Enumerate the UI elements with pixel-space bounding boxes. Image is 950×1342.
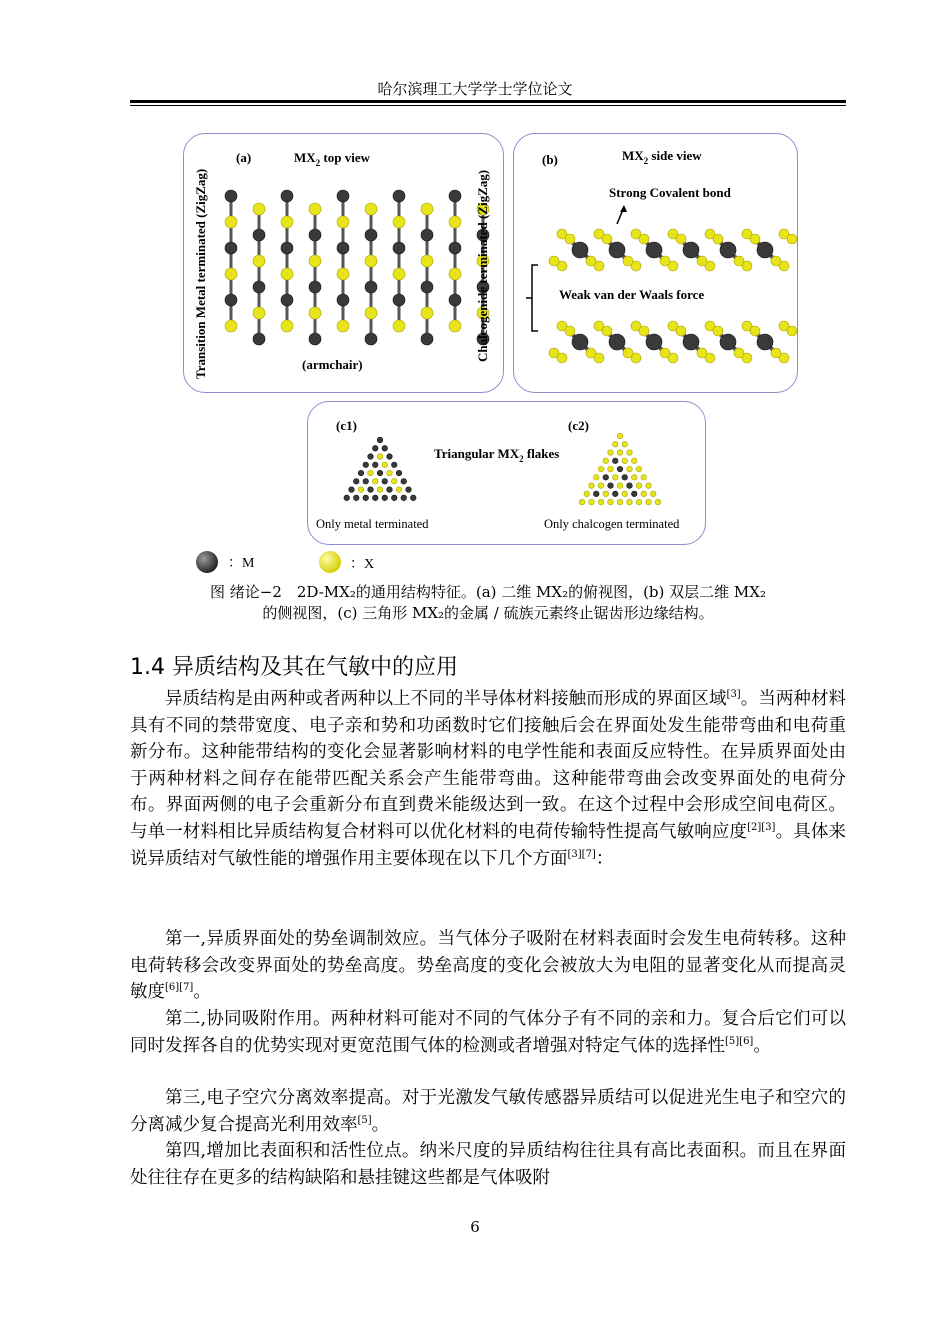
svg-text:Triangular MX2 flakes: Triangular $MX_2$ flakes: [434, 446, 560, 464]
chalcogen-atom: [631, 458, 637, 464]
chalcogen-atom: [598, 466, 604, 472]
metal-atom: [627, 483, 633, 489]
metal-atom: [382, 495, 388, 501]
metal-atom: [365, 281, 377, 293]
chalcogen-atom: [449, 268, 461, 280]
panel-a-right-label: Chalcogenide terminated (ZigZag): [475, 169, 490, 362]
c1-caption: Only metal terminated: [316, 517, 429, 531]
chalcogen-atom: [393, 216, 405, 228]
chalcogen-atom: [650, 491, 656, 497]
chalcogen-atom: [421, 307, 433, 319]
chalcogen-atom: [660, 256, 670, 266]
chalcogen-atom: [622, 441, 628, 447]
chalcogen-atom: [617, 450, 623, 456]
chalcogen-atom: [309, 255, 321, 267]
figure-caption: [130, 582, 846, 624]
paragraph-5: 第四,增加比表面积和活性位点。纳米尺度的异质结构往往具有高比表面积。而且在界面处往往存在更多的结构缺陷和悬挂键这些都是气体吸附: [130, 1141, 846, 1188]
metal-atom: [683, 334, 699, 350]
metal-atom: [377, 437, 383, 443]
chalcogen-atom: [589, 499, 595, 505]
metal-atom: [368, 454, 374, 460]
chalcogen-atom: [617, 499, 623, 505]
panel-a-label: (a): [236, 150, 252, 165]
metal-atom: [253, 281, 265, 293]
panel-a-left-label: Transition Metal terminated (ZigZag): [193, 168, 208, 379]
panel-b-title: MX: [622, 148, 644, 163]
chalcogen-atom: [608, 499, 614, 505]
chalcogen-atom: [608, 466, 614, 472]
covalent-bond-label: Strong Covalent bond: [609, 185, 731, 200]
chalcogen-atom: [713, 234, 723, 244]
chalcogen-atom: [579, 499, 585, 505]
section-heading: 1.4 异质结构及其在气敏中的应用: [130, 655, 458, 680]
chalcogen-atom: [603, 458, 609, 464]
metal-atom: [617, 466, 623, 472]
chalcogen-atom: [586, 256, 596, 266]
chalcogen-atom: [750, 326, 760, 336]
chalcogen-atom: [676, 234, 686, 244]
vdw-force-label: Weak van der Waals force: [559, 287, 705, 302]
metal-atom: [593, 491, 599, 497]
figure-panel-b: [513, 133, 798, 393]
metal-atom: [449, 242, 461, 254]
metal-atom: [449, 294, 461, 306]
chalcogen-atom: [549, 348, 559, 358]
chalcogen-atom: [627, 466, 633, 472]
figure-panel-a: [183, 133, 504, 393]
metal-atom: [393, 190, 405, 202]
chalcogen-atom: [697, 348, 707, 358]
metal-atom: [396, 470, 402, 476]
metal-atom: [281, 294, 293, 306]
chalcogen-atom: [676, 326, 686, 336]
citation: [6][7]: [165, 982, 194, 994]
metal-atom: [225, 190, 237, 202]
chalcogen-atom: [586, 348, 596, 358]
vdw-bracket: [532, 265, 538, 331]
metal-atom: [609, 334, 625, 350]
panel-b-label: (b): [542, 152, 558, 167]
chalcogen-atom: [617, 433, 623, 439]
chalcogen-atom: [393, 320, 405, 332]
citation: [5]: [357, 1114, 372, 1126]
paragraph-4: 第三,电子空穴分离效率提高。对于光激发气敏传感器异质结可以促进光生电子和空穴的分离减少复合提高光利用效率[5]。: [130, 1088, 846, 1135]
metal-atom: [358, 470, 364, 476]
metal-atom: [631, 491, 637, 497]
metal-atom: [757, 242, 773, 258]
chalcogen-atom: [584, 491, 590, 497]
chalcogen-atom: [377, 454, 383, 460]
legend-chalcogen-label: ：X: [350, 557, 375, 572]
chalcogen-atom: [734, 348, 744, 358]
mx2-top-view-diagram: [184, 134, 503, 392]
chalcogen-atom: [641, 491, 647, 497]
chalcogen-atom: [421, 203, 433, 215]
chalcogen-atom: [565, 234, 575, 244]
chalcogen-atom: [309, 203, 321, 215]
panel-c-title: Triangular MX: [434, 446, 520, 461]
paragraph-1: 异质结构是由两种或者两种以上不同的半导体材料接触而形成的界面区域[3]。当两种材料具有不同的禁带宽度、电子亲和势和功函数时它们接触后会在界面处发生能带弯曲和电荷重新分布。这种能带结构的变化会显著影响材料的电学性能和表面反应特性。在异质界面处由于两种材料之间存在能带匹配关系会产生能带弯曲。这种能带弯曲会改变界面处的电荷分布。界面两侧的电子会重新分布直到费米能级达到一致。在这个过程中会形成空间电荷区。与单一材料相比异质结构复合材料可以优化材料的电荷传输特性提高气敏响应度[2][3]。具体来说异质结对气敏性能的增强作用主要体现在以下几个方面[3][7]：: [130, 689, 847, 869]
chalcogen-atom: [771, 348, 781, 358]
chalcogen-atom: [639, 234, 649, 244]
covalent-arrowhead: [620, 205, 627, 212]
chalcogen-atom: [608, 450, 614, 456]
metal-atom: [253, 333, 265, 345]
metal-atom: [382, 445, 388, 451]
chalcogen-atom: [636, 483, 642, 489]
chalcogen-atom: [365, 255, 377, 267]
chalcogen-atom: [549, 256, 559, 266]
metal-atom: [253, 229, 265, 241]
chalcogen-atom: [697, 256, 707, 266]
metal-atom: [309, 333, 321, 345]
metal-atom: [421, 229, 433, 241]
chalcogen-atom: [337, 320, 349, 332]
metal-atom: [720, 242, 736, 258]
metal-atom: [382, 479, 388, 485]
chalcogen-atom: [771, 256, 781, 266]
caption-line-1: 图 绪论−2 2D-MX₂的通用结构特征。(a) 二维 MX₂的俯视图，(b) 双层二维 MX₂: [210, 583, 766, 601]
metal-atom: [337, 242, 349, 254]
chalcogen-atom: [622, 491, 628, 497]
metal-atom: [393, 294, 405, 306]
chalcogen-atom: [636, 499, 642, 505]
metal-atom: [393, 242, 405, 254]
chalcogen-atom: [602, 234, 612, 244]
header-rule-thin: [130, 105, 846, 106]
metal-atom: [757, 334, 773, 350]
chalcogen-atom: [565, 326, 575, 336]
metal-atom: [406, 487, 412, 493]
chalcogen-atom: [387, 470, 393, 476]
metal-atom: [225, 294, 237, 306]
metal-atom: [377, 470, 383, 476]
figure-panel-c: [307, 401, 706, 545]
panel-c1-label: (c1): [336, 418, 357, 433]
chalcogen-atom: [421, 255, 433, 267]
metal-atom: [572, 334, 588, 350]
chalcogen-atom: [612, 475, 618, 481]
chalcogen-atom: [598, 499, 604, 505]
chalcogen-atom: [750, 234, 760, 244]
citation: [2][3]: [747, 822, 776, 834]
chalcogen-atom: [622, 458, 628, 464]
paragraph-2: 第一,异质界面处的势垒调制效应。当气体分子吸附在材料表面时会发生电荷转移。这种电荷转移会改变界面处的势垒高度。势垒高度的变化会被放大为电阻的显著变化从而提高灵敏度[6][7]。: [130, 929, 846, 1003]
chalcogen-atom: [449, 216, 461, 228]
metal-atom: [612, 491, 618, 497]
panel-a-title: MX: [294, 150, 316, 165]
metal-atom: [372, 445, 378, 451]
legend-metal-label: ：M: [228, 556, 255, 571]
metal-atom: [363, 479, 369, 485]
metal-atom: [372, 495, 378, 501]
chalcogen-atom: [281, 216, 293, 228]
metal-atom: [365, 229, 377, 241]
metal-atom: [387, 487, 393, 493]
metal-atom: [720, 334, 736, 350]
chalcogen-atom: [617, 483, 623, 489]
metal-atom: [344, 495, 350, 501]
caption-line-2: 的侧视图，(c) 三角形 MX₂的金属 / 硫族元素终止锯齿形边缘结构。: [262, 604, 714, 622]
metal-atom: [612, 458, 618, 464]
citation: [5][6]: [725, 1035, 754, 1047]
page-number: 6: [470, 1218, 480, 1236]
metal-atom: [608, 483, 614, 489]
chalcogen-atom: [660, 348, 670, 358]
header-rule: [130, 100, 846, 103]
metal-atom: [401, 495, 407, 501]
metal-atom: [309, 281, 321, 293]
chalcogen-atom: [612, 441, 618, 447]
metal-atom: [646, 334, 662, 350]
metal-atom: [337, 190, 349, 202]
chalcogen-atom: [627, 499, 633, 505]
chalcogen-atom: [449, 320, 461, 332]
metal-atom: [391, 495, 397, 501]
metal-atom: [410, 495, 416, 501]
metal-atom: [309, 229, 321, 241]
metal-atom: [281, 242, 293, 254]
metal-atom: [281, 190, 293, 202]
chalcogen-atom: [253, 255, 265, 267]
metal-atom: [572, 242, 588, 258]
chalcogen-atom: [631, 475, 637, 481]
chalcogen-atom: [655, 499, 661, 505]
chalcogen-atom: [787, 234, 797, 244]
chalcogen-atom: [646, 483, 652, 489]
citation: [3][7]: [567, 848, 596, 860]
figure-legend: [190, 546, 410, 578]
svg-text:MX2 top view: $MX_2$ top view: [294, 150, 371, 168]
metal-atom: [365, 333, 377, 345]
metal-atom: [372, 462, 378, 468]
chalcogen-atom: [627, 450, 633, 456]
citation: [3]: [726, 689, 741, 701]
chalcogen-atom: [636, 466, 642, 472]
metal-atom: [609, 242, 625, 258]
chalcogen-atom: [337, 216, 349, 228]
metal-atom: [622, 475, 628, 481]
metal-atom: [337, 294, 349, 306]
svg-text:MX2 side view: $MX_2$ side view: [622, 148, 702, 166]
panel-a-armchair-label: (armchair): [302, 357, 363, 372]
chalcogen-atom: [225, 268, 237, 280]
chalcogen-atom: [365, 203, 377, 215]
chalcogen-atom: [589, 483, 595, 489]
chalcogen-atom: [372, 479, 378, 485]
chalcogen-atom: [787, 326, 797, 336]
chalcogen-atom: [365, 307, 377, 319]
chalcogen-atom: [368, 470, 374, 476]
chalcogen-atom: [225, 320, 237, 332]
chalcogen-atom: [623, 256, 633, 266]
chalcogen-atom: [225, 216, 237, 228]
chalcogen-atom: [646, 499, 652, 505]
mx2-side-view-diagram: [514, 134, 797, 392]
metal-atom: [353, 479, 359, 485]
metal-atom: [387, 454, 393, 460]
chalcogen-atom: [602, 326, 612, 336]
chalcogen-atom: [603, 491, 609, 497]
metal-atom: [646, 242, 662, 258]
metal-atom: [603, 475, 609, 481]
chalcogen-atom: [641, 475, 647, 481]
chalcogen-atom: [253, 307, 265, 319]
chalcogen-atom: [377, 487, 383, 493]
metal-atom: [449, 190, 461, 202]
metal-atom: [401, 479, 407, 485]
metal-atom-icon: [196, 551, 218, 573]
metal-atom: [363, 462, 369, 468]
c2-caption: Only chalcogen terminated: [544, 517, 680, 531]
chalcogen-atom: [281, 320, 293, 332]
chalcogen-atom: [337, 268, 349, 280]
chalcogen-atom: [593, 475, 599, 481]
metal-atom: [363, 495, 369, 501]
panel-c2-label: (c2): [568, 418, 589, 433]
chalcogen-atom: [309, 307, 321, 319]
chalcogen-atom-icon: [319, 551, 341, 573]
chalcogen-atom: [623, 348, 633, 358]
chalcogen-atom: [639, 326, 649, 336]
triangular-flakes-diagram: [308, 402, 705, 544]
chalcogen-atom: [391, 479, 397, 485]
metal-atom: [683, 242, 699, 258]
chalcogen-atom: [358, 487, 364, 493]
metal-atom: [421, 281, 433, 293]
chalcogen-atom: [393, 268, 405, 280]
metal-atom: [391, 462, 397, 468]
metal-atom: [353, 495, 359, 501]
chalcogen-atom: [382, 462, 388, 468]
paragraph-3: 第二,协同吸附作用。两种材料可能对不同的气体分子有不同的亲和力。复合后它们可以同时发挥各自的优势实现对更宽范围气体的检测或者增强对特定气体的选择性[5][6]。: [130, 1009, 846, 1056]
chalcogen-atom: [281, 268, 293, 280]
chalcogen-atom: [734, 256, 744, 266]
chalcogen-atom: [598, 483, 604, 489]
running-header: 哈尔滨理工大学学士学位论文: [377, 80, 573, 98]
chalcogen-atom: [396, 487, 402, 493]
metal-atom: [225, 242, 237, 254]
chalcogen-atom: [253, 203, 265, 215]
metal-atom: [349, 487, 355, 493]
metal-atom: [368, 487, 374, 493]
chalcogen-atom: [713, 326, 723, 336]
metal-atom: [421, 333, 433, 345]
